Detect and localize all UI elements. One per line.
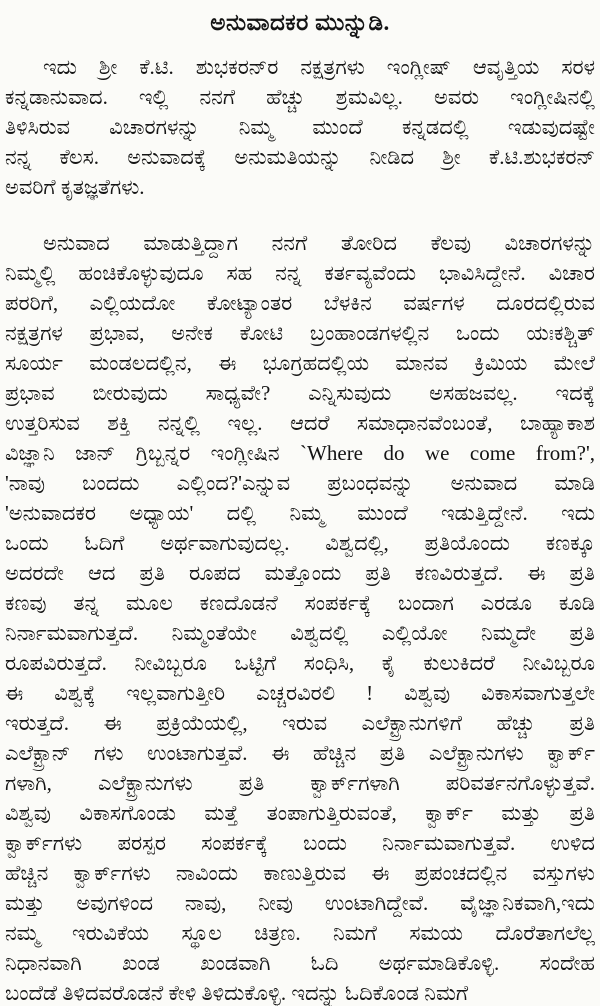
text-line: ಎಲೆಕ್ಟ್ರಾನ್ ಗಳು ಉಂಟಾಗುತ್ತವೆ. ಈ ಹೆಚ್ಚಿನ ಪ್ರತಿ ಎಲೆಕ್ಟ್ರಾನುಗಳು ಕ್ವಾರ್ಕ್: [5, 741, 595, 765]
text-line: ಗಳಾಗಿ, ಎಲೆಕ್ಟ್ರಾನುಗಳು ಪ್ರತಿ ಕ್ವಾರ್ಕ್‌ಗಳಾಗಿ ಪರಿವರ್ತನಗೊಳ್ಳುತ್ತವೆ.: [5, 771, 595, 795]
text-line: 'ನಾವು ಬಂದದು ಎಲ್ಲಿಂದ?'ಎನ್ನುವ ಪ್ರಬಂಧವನ್ನು ಅನುವಾದ ಮಾಡಿ: [5, 471, 595, 495]
text-line: ವಿಜ್ಞಾನಿ ಜಾನ್ ಗ್ರಿಬ್ಬನ್ನರ ಇಂಗ್ಲೀಷಿನ `Where do we come from?',: [5, 441, 595, 465]
text-line: ವಿಶ್ವವು ವಿಕಾಸಗೊಂಡು ಮತ್ತೆ ತಂಪಾಗುತ್ತಿರುವಂತೆ, ಕ್ವಾರ್ಕ್ ಮತ್ತು ಪ್ರತಿ: [5, 801, 595, 825]
text-line: ಪರರಿಗೆ, ಎಲ್ಲಿಯದೋ ಕೋಟ್ಯಾಂತರ ಬೆಳಕಿನ ವರ್ಷಗಳ ದೂರದಲ್ಲಿರುವ: [5, 291, 595, 315]
text-line: ನಿಮ್ಮಲ್ಲಿ ಹಂಚಿಕೊಳ್ಳುವುದೂ ಸಹ ನನ್ನ ಕರ್ತವ್ಯವೆಂದು ಭಾವಿಸಿದ್ದೇನೆ. ವಿಚಾರ: [5, 261, 595, 285]
text-line: ಒಂದು ಓದಿಗೆ ಅರ್ಥವಾಗುವುದಲ್ಲ. ವಿಶ್ವದಲ್ಲಿ, ಪ್ರತಿಯೊಂದು ಕಣಕ್ಕೂ: [5, 531, 595, 555]
text-line: ನಿರ್ನಾಮವಾಗುತ್ತದೆ. ನಿಮ್ಮಂತೆಯೇ ವಿಶ್ವದಲ್ಲಿ ಎಲ್ಲಿಯೋ ನಿಮ್ಮದೇ ಪ್ರತಿ: [5, 621, 595, 645]
text-line: ನಕ್ಷತ್ರಗಳ ಪ್ರಭಾವ, ಅನೇಕ ಕೋಟಿ ಬ್ರಂಹಾಂಡಗಳಲ್ಲಿನ ಒಂದು ಯಃಕಶ್ಚಿತ್: [5, 321, 595, 345]
text-line: ಸೂರ್ಯ ಮಂಡಲದಲ್ಲಿನ, ಈ ಭೂಗ್ರಹದಲ್ಲಿಯ ಮಾನವ ಕ್ರಿಮಿಯ ಮೇಲೆ: [5, 351, 595, 375]
paragraph-intro: [5, 52, 595, 202]
text-line: ಪ್ರಭಾವ ಬೀರುವುದು ಸಾಧ್ಯವೇ? ಎನ್ನಿಸುವುದು ಅಸಹಜವಲ್ಲ. ಇದಕ್ಕೆ: [5, 381, 595, 405]
text-line: ಅದರದೇ ಆದ ಪ್ರತಿ ರೂಪದ ಮತ್ತೊಂದು ಪ್ರತಿ ಕಣವಿರುತ್ತದೆ. ಈ ಪ್ರತಿ: [5, 561, 595, 585]
text-line: ಮತ್ತು ಅವುಗಳಿಂದ ನಾವು, ನೀವು ಉಂಟಾಗಿದ್ದೇವೆ. ವೈಜ್ಞಾನಿಕವಾಗಿ,ಇದು: [5, 891, 595, 915]
text-line: ನಿಧಾನವಾಗಿ ಖಂಡ ಖಂಡವಾಗಿ ಓದಿ ಅರ್ಥಮಾಡಿಕೊಳ್ಳಿ. ಸಂದೇಹ: [5, 951, 595, 975]
text-line: ಇರುತ್ತದೆ. ಈ ಪ್ರಕ್ರಿಯೆಯಲ್ಲಿ, ಇರುವ ಎಲೆಕ್ಟ್ರಾನುಗಳಿಗೆ ಹೆಚ್ಚು ಪ್ರತಿ: [5, 711, 595, 735]
text-line: ಅವರಿಗೆ ಕೃತಜ್ಞತೆಗಳು.: [5, 175, 145, 199]
paragraph-body: [5, 228, 595, 1006]
text-line: ಉತ್ತರಿಸುವ ಶಕ್ತಿ ನನ್ನಲ್ಲಿ ಇಲ್ಲ. ಆದರೆ ಸಮಾಧಾನವೆಂಬಂತೆ, ಬಾಹ್ಯಾಕಾಶ: [5, 411, 595, 435]
text-line: ನನ್ನ ಕೆಲಸ. ಅನುವಾದಕ್ಕೆ ಅನುಮತಿಯನ್ನು ನೀಡಿದ ಶ್ರೀ ಕೆ.ಟಿ.ಶುಭಕರನ್: [5, 145, 595, 169]
text-line: ಇದು ಶ್ರೀ ಕೆ.ಟಿ. ಶುಭಕರನ್‌ರ ನಕ್ಷತ್ರಗಳು ಇಂಗ್ಲೀಷ್ ಆವೃತ್ತಿಯ ಸರಳ: [43, 55, 595, 79]
text-line: ಕ್ವಾರ್ಕ್‌ಗಳು ಪರಸ್ಪರ ಸಂಪರ್ಕಕ್ಕೆ ಬಂದು ನಿರ್ನಾಮವಾಗುತ್ತವೆ. ಉಳಿದ: [5, 831, 595, 855]
text-line: ಕನ್ನಡಾನುವಾದ. ಇಲ್ಲಿ ನನಗೆ ಹೆಚ್ಚು ಶ್ರಮವಿಲ್ಲ. ಅವರು ಇಂಗ್ಲೀಷಿನಲ್ಲಿ: [5, 85, 595, 109]
text-line: ಈ ವಿಶ್ವಕ್ಕೆ ಇಲ್ಲವಾಗುತ್ತೀರಿ ಎಚ್ಚರವಿರಲಿ ! ವಿಶ್ವವು ವಿಕಾಸವಾಗುತ್ತಲೇ: [5, 681, 595, 705]
text-line: 'ಅನುವಾದಕರ ಅಧ್ಯಾಯ' ದಲ್ಲಿ ನಿಮ್ಮ ಮುಂದೆ ಇಡುತ್ತಿದ್ದೇನೆ. ಇದು: [5, 501, 595, 525]
text-line: ನಮ್ಮ ಇರುವಿಕೆಯ ಸ್ಥೂಲ ಚಿತ್ರಣ. ನಿಮಗೆ ಸಮಯ ದೊರೆತಾಗಲೆಲ್ಲ: [5, 921, 595, 945]
text-line: ಅನುವಾದ ಮಾಡುತ್ತಿದ್ದಾಗ ನನಗೆ ತೋರಿದ ಕೆಲವು ವಿಚಾರಗಳನ್ನು: [43, 231, 595, 255]
text-line: ಹೆಚ್ಚಿನ ಕ್ವಾರ್ಕ್‌ಗಳು ನಾವಿಂದು ಕಾಣುತ್ತಿರುವ ಈ ಪ್ರಪಂಚದಲ್ಲಿನ ವಸ್ತುಗಳು: [5, 861, 595, 885]
text-line: ತಿಳಿಸಿರುವ ವಿಚಾರಗಳನ್ನು ನಿಮ್ಮ ಮುಂದೆ ಕನ್ನಡದಲ್ಲಿ ಇಡುವುದಷ್ಟೇ: [5, 115, 595, 139]
text-line: ಬಂದೆಡೆ ತಿಳಿದವರೊಡನೆ ಕೇಳಿ ತಿಳಿದುಕೊಳ್ಳಿ. ಇದನ್ನು ಓದಿಕೊಂಡ ನಿಮಗೆ: [5, 981, 469, 1005]
text-line: ಕಣವು ತನ್ನ ಮೂಲ ಕಣದೊಡನೆ ಸಂಪರ್ಕಕ್ಕೆ ಬಂದಾಗ ಎರಡೂ ಕೂಡಿ: [5, 591, 595, 615]
text-line: ರೂಪವಿರುತ್ತದೆ. ನೀವಿಬ್ಬರೂ ಒಟ್ಟಿಗೆ ಸಂಧಿಸಿ, ಕೈ ಕುಲುಕಿದರೆ ನೀವಿಬ್ಬರೂ: [5, 651, 595, 675]
page-title: ಅನುವಾದಕರ ಮುನ್ನುಡಿ.: [210, 10, 390, 35]
